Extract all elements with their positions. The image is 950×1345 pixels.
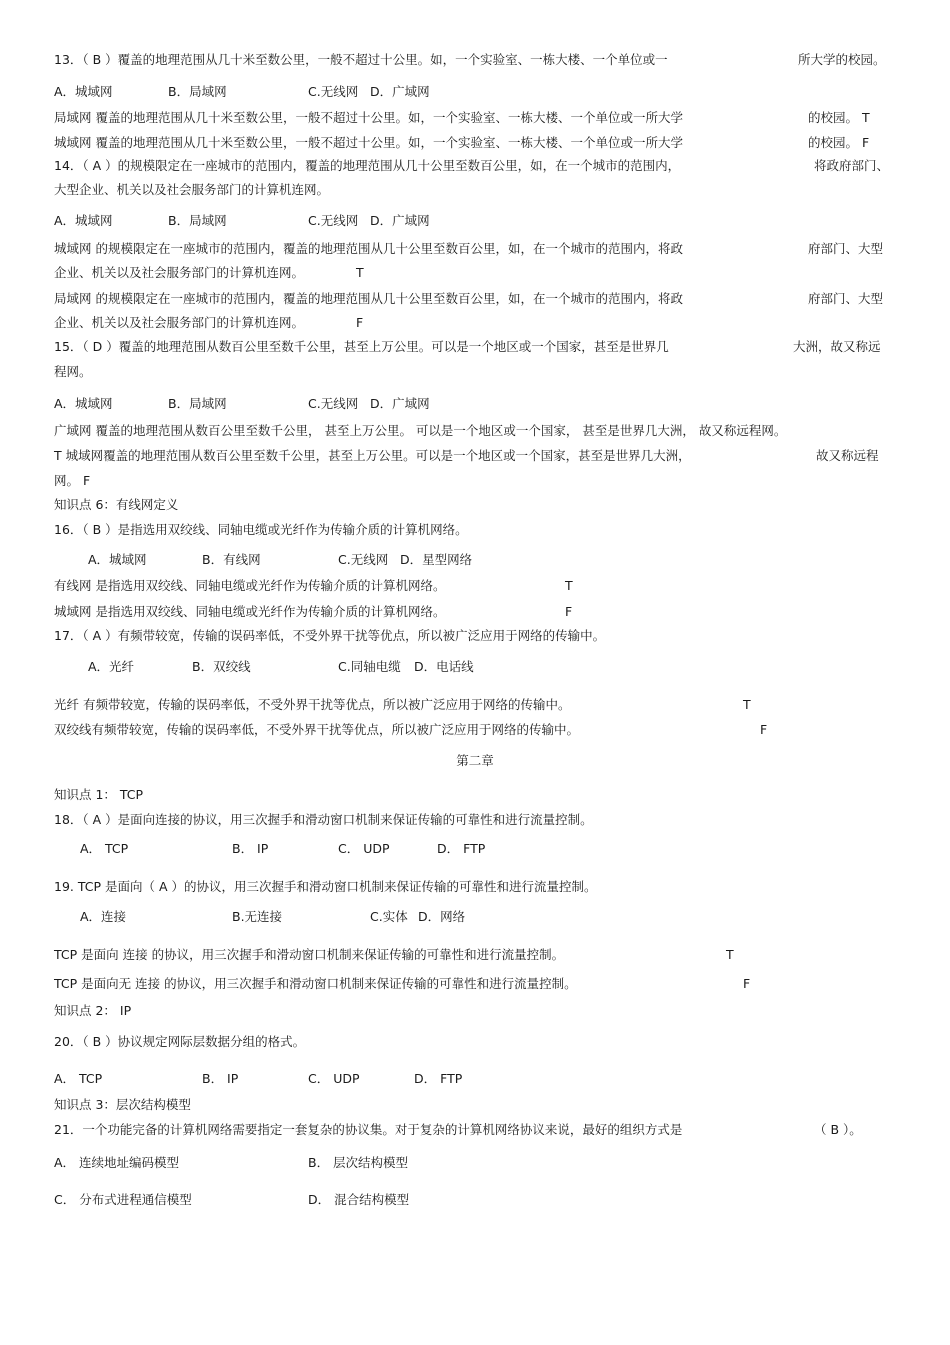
q14-stem: 14．（ A ）的规模限定在一座城市的范围内，覆盖的地理范围从几十公里至数百公里，如，在一个城市的范围内， — [54, 158, 681, 173]
q14-judge-1-end: 府部门、大型 — [808, 241, 884, 256]
q18-option-a: A． TCP — [80, 841, 129, 856]
q14-judge-2-end: 府部门、大型 — [808, 291, 884, 306]
q15-option-d: D．广域网 — [370, 396, 430, 411]
q13-judge-1-end: 的校园。 T — [808, 110, 870, 125]
q21-option-d: D． 混合结构模型 — [308, 1192, 410, 1207]
q15-judge-2-cont: 网。 F — [54, 473, 91, 488]
knowledge-point-2: 知识点 2： IP — [54, 1003, 132, 1018]
knowledge-point-6: 知识点 6：有线网定义 — [54, 497, 179, 512]
q19-judge-2: TCP 是面向无 连接 的协议，用三次握手和滑动窗口机制来保证传输的可靠性和进行流量控制。 — [54, 976, 577, 991]
q17-judge-2-mark: F — [760, 722, 768, 737]
q19-judge-1-mark: T — [726, 947, 734, 962]
q16-option-a: A．城域网 — [88, 552, 147, 567]
q21-option-b: B． 层次结构模型 — [308, 1155, 409, 1170]
q14-judge-1-mark: T — [356, 265, 364, 280]
q16-judge-2: 城域网 是指选用双绞线、同轴电缆或光纤作为传输介质的计算机网络。 — [54, 604, 446, 619]
q17-stem: 17．（ A ）有频带较宽，传输的误码率低，不受外界干扰等优点，所以被广泛应用于网络的传输中。 — [54, 628, 606, 643]
q14-judge-2: 局域网 的规模限定在一座城市的范围内，覆盖的地理范围从几十公里至数百公里，如，在一个城市的范围内，将政 — [54, 291, 683, 306]
q20-option-d: D． FTP — [414, 1071, 463, 1086]
q19-option-b: B.无连接 — [232, 909, 283, 924]
q15-option-b: B．局域网 — [168, 396, 227, 411]
q17-judge-2: 双绞线有频带较宽，传输的误码率低，不受外界干扰等优点，所以被广泛应用于网络的传输中。 — [54, 722, 580, 737]
q15-option-a: A．城域网 — [54, 396, 113, 411]
q17-option-c: C.同轴电缆 — [338, 659, 401, 674]
q18-option-b: B． IP — [232, 841, 269, 856]
q20-option-c: C． UDP — [308, 1071, 360, 1086]
q14-stem-end: 将政府部门、 — [814, 158, 890, 173]
q18-stem: 18．（ A ）是面向连接的协议，用三次握手和滑动窗口机制来保证传输的可靠性和进行流量控制。 — [54, 812, 593, 827]
q13-judge-2: 城域网 覆盖的地理范围从几十米至数公里，一般不超过十公里。如，一个实验室、一栋大楼、一个单位或一所大学 — [54, 135, 683, 150]
q20-option-a: A． TCP — [54, 1071, 103, 1086]
q14-option-a: A．城域网 — [54, 213, 113, 228]
q19-option-c: C.实体 — [370, 909, 408, 924]
q14-judge-1-cont: 企业、机关以及社会服务部门的计算机连网。 — [54, 265, 305, 280]
q16-option-c: C.无线网 — [338, 552, 389, 567]
q13-stem-end: 所大学的校园。 — [798, 52, 886, 67]
q19-stem: 19. TCP 是面向（ A ）的协议，用三次握手和滑动窗口机制来保证传输的可靠性和进行流量控制。 — [54, 879, 597, 894]
knowledge-point-1: 知识点 1： TCP — [54, 787, 144, 802]
q19-judge-2-mark: F — [743, 976, 751, 991]
q16-judge-1: 有线网 是指选用双绞线、同轴电缆或光纤作为传输介质的计算机网络。 — [54, 578, 446, 593]
q17-option-d: D．电话线 — [414, 659, 474, 674]
q15-judge-1: 广域网 覆盖的地理范围从数百公里至数千公里， 甚至上万公里。 可以是一个地区或一个国家， 甚至是世界几大洲， 故又称远程网。 — [54, 423, 787, 438]
q14-option-c: C.无线网 — [308, 213, 359, 228]
q17-judge-1-mark: T — [743, 697, 751, 712]
q19-option-d: D．网络 — [418, 909, 466, 924]
q16-option-d: D．星型网络 — [400, 552, 473, 567]
q20-option-b: B． IP — [202, 1071, 239, 1086]
q21-stem: 21．一个功能完备的计算机网络需要指定一套复杂的协议集。对于复杂的计算机网络协议来说，最好的组织方式是 — [54, 1122, 683, 1137]
q17-option-b: B．双绞线 — [192, 659, 251, 674]
q14-stem-cont: 大型企业、机关以及社会服务部门的计算机连网。 — [54, 182, 330, 197]
q13-stem: 13．（ B ）覆盖的地理范围从几十米至数公里，一般不超过十公里。如，一个实验室、一栋大楼、一个单位或一 — [54, 52, 668, 67]
q15-option-c: C.无线网 — [308, 396, 359, 411]
q19-judge-1: TCP 是面向 连接 的协议，用三次握手和滑动窗口机制来保证传输的可靠性和进行流量控制。 — [54, 947, 565, 962]
q14-judge-2-mark: F — [356, 315, 364, 330]
q15-stem-end: 大洲，故又称远 — [793, 339, 881, 354]
q14-option-d: D．广域网 — [370, 213, 430, 228]
q14-option-b: B．局域网 — [168, 213, 227, 228]
q16-option-b: B．有线网 — [202, 552, 261, 567]
q18-option-d: D． FTP — [437, 841, 486, 856]
q13-option-c: C.无线网 — [308, 84, 359, 99]
chapter-heading: 第二章 — [456, 753, 494, 768]
q16-stem: 16．（ B ）是指选用双绞线、同轴电缆或光纤作为传输介质的计算机网络。 — [54, 522, 468, 537]
q15-stem: 15．（ D ）覆盖的地理范围从数百公里至数千公里，甚至上万公里。可以是一个地区或一个国家，甚至是世界几 — [54, 339, 669, 354]
q19-option-a: A．连接 — [80, 909, 127, 924]
q13-option-b: B．局域网 — [168, 84, 227, 99]
q14-judge-1: 城域网 的规模限定在一座城市的范围内，覆盖的地理范围从几十公里至数百公里，如，在一个城市的范围内，将政 — [54, 241, 683, 256]
q18-option-c: C． UDP — [338, 841, 390, 856]
q15-judge-2-end: 故又称远程 — [816, 448, 879, 463]
q17-option-a: A．光纤 — [88, 659, 135, 674]
q13-option-a: A．城域网 — [54, 84, 113, 99]
q15-judge-2: T 城域网覆盖的地理范围从数百公里至数千公里，甚至上万公里。可以是一个地区或一个国家，甚至是世界几大洲， — [54, 448, 691, 463]
q13-judge-1: 局域网 覆盖的地理范围从几十米至数公里，一般不超过十公里。如，一个实验室、一栋大楼、一个单位或一所大学 — [54, 110, 683, 125]
q13-option-d: D．广域网 — [370, 84, 430, 99]
q16-judge-1-mark: T — [565, 578, 573, 593]
knowledge-point-3: 知识点 3：层次结构模型 — [54, 1097, 191, 1112]
q21-option-c: C． 分布式进程通信模型 — [54, 1192, 192, 1207]
q21-stem-end: （ B ）。 — [814, 1122, 862, 1137]
q17-judge-1: 光纤 有频带较宽，传输的误码率低，不受外界干扰等优点，所以被广泛应用于网络的传输中。 — [54, 697, 571, 712]
q15-stem-cont: 程网。 — [54, 364, 92, 379]
q16-judge-2-mark: F — [565, 604, 573, 619]
q14-judge-2-cont: 企业、机关以及社会服务部门的计算机连网。 — [54, 315, 305, 330]
q21-option-a: A． 连续地址编码模型 — [54, 1155, 180, 1170]
q20-stem: 20．（ B ）协议规定网际层数据分组的格式。 — [54, 1034, 306, 1049]
q13-judge-2-end: 的校园。 F — [808, 135, 870, 150]
